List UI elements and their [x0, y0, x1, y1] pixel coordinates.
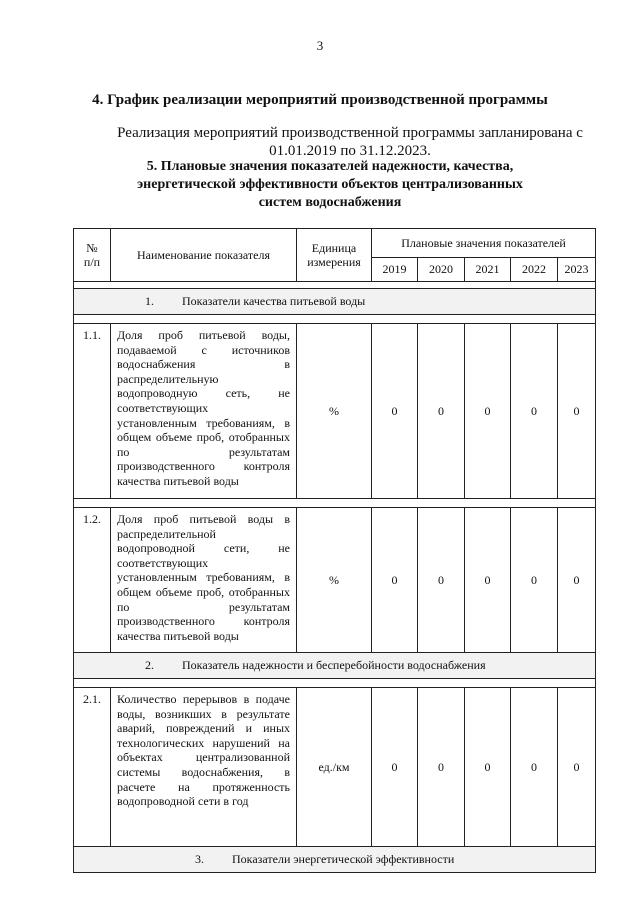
value-cell: 0	[558, 688, 596, 847]
section-5-title-line: 5. Плановые значения показателей надежности, качества,	[146, 159, 514, 174]
indicator-name: Доля проб питьевой воды в распределительной водопроводной сети, не соответствующих установленным требованиям, в общем объеме проб, отобранных по результатам производственного контроля качества питьевой воды	[111, 508, 297, 653]
indicator-unit: ед./км	[297, 688, 372, 847]
section-5-title-line: энергетической эффективности объектов централизованных	[137, 177, 523, 192]
indicators-table	[73, 228, 596, 873]
value-cell: 0	[511, 688, 558, 847]
value-cell: 0	[418, 688, 465, 847]
row-number: 1.2.	[74, 508, 111, 653]
header-unit: Единица измерения	[297, 229, 372, 282]
header-num	[74, 229, 111, 282]
section-title: Показатель надежности и бесперебойности водоснабжения	[182, 658, 486, 672]
section-5-title-line: систем водоснабжения	[258, 195, 402, 210]
section-title: Показатели энергетической эффективности	[232, 852, 455, 866]
table-row	[74, 688, 596, 847]
header-year: 2019	[372, 257, 418, 281]
table-row	[74, 324, 596, 499]
value-cell: 0	[372, 324, 418, 499]
plan-text: Реализация мероприятий производственной программы запланирована с 01.01.2019 по 31.12.2023.	[117, 125, 583, 159]
page-number: 3	[316, 38, 324, 53]
section-number: 3.	[195, 852, 204, 866]
section-title: Показатели качества питьевой воды	[182, 294, 366, 308]
section-4-title: 4. График реализации мероприятий производственной программы	[92, 92, 548, 108]
value-cell: 0	[511, 324, 558, 499]
value-cell: 0	[372, 688, 418, 847]
indicator-unit: %	[297, 324, 372, 499]
indicator-name: Доля проб питьевой воды, подаваемой с источников водоснабжения в распределительную водопроводную сеть, не соответствующих установленным требованиям, в общем объеме проб, отобранных по результатам производственного контроля качества питьевой воды	[111, 324, 297, 499]
header-name: Наименование показателя	[111, 229, 297, 282]
section-number: 2.	[145, 658, 154, 672]
value-cell: 0	[418, 324, 465, 499]
value-cell: 0	[418, 508, 465, 653]
indicator-unit: %	[297, 508, 372, 653]
indicator-name: Количество перерывов в подаче воды, возникших в результате аварий, повреждений и иных технологических нарушений на объектах централизованной системы водоснабжения, в расчете на протяженность водопроводной сети в год	[111, 688, 297, 847]
header-year: 2022	[511, 257, 558, 281]
value-cell: 0	[465, 688, 511, 847]
table-row	[74, 508, 596, 653]
section-5-title	[100, 158, 560, 212]
header-num-label: № п/п	[83, 241, 101, 269]
section-row	[74, 847, 596, 873]
row-number: 2.1.	[74, 688, 111, 847]
header-year: 2023	[558, 257, 596, 281]
header-year: 2020	[418, 257, 465, 281]
section-row	[74, 289, 596, 315]
value-cell: 0	[465, 508, 511, 653]
value-cell: 0	[511, 508, 558, 653]
value-cell: 0	[372, 508, 418, 653]
value-cell: 0	[558, 324, 596, 499]
section-number: 1.	[145, 294, 154, 308]
section-row	[74, 653, 596, 679]
header-year: 2021	[465, 257, 511, 281]
value-cell: 0	[558, 508, 596, 653]
value-cell: 0	[465, 324, 511, 499]
row-number: 1.1.	[74, 324, 111, 499]
header-planned: Плановые значения показателей	[372, 229, 596, 258]
